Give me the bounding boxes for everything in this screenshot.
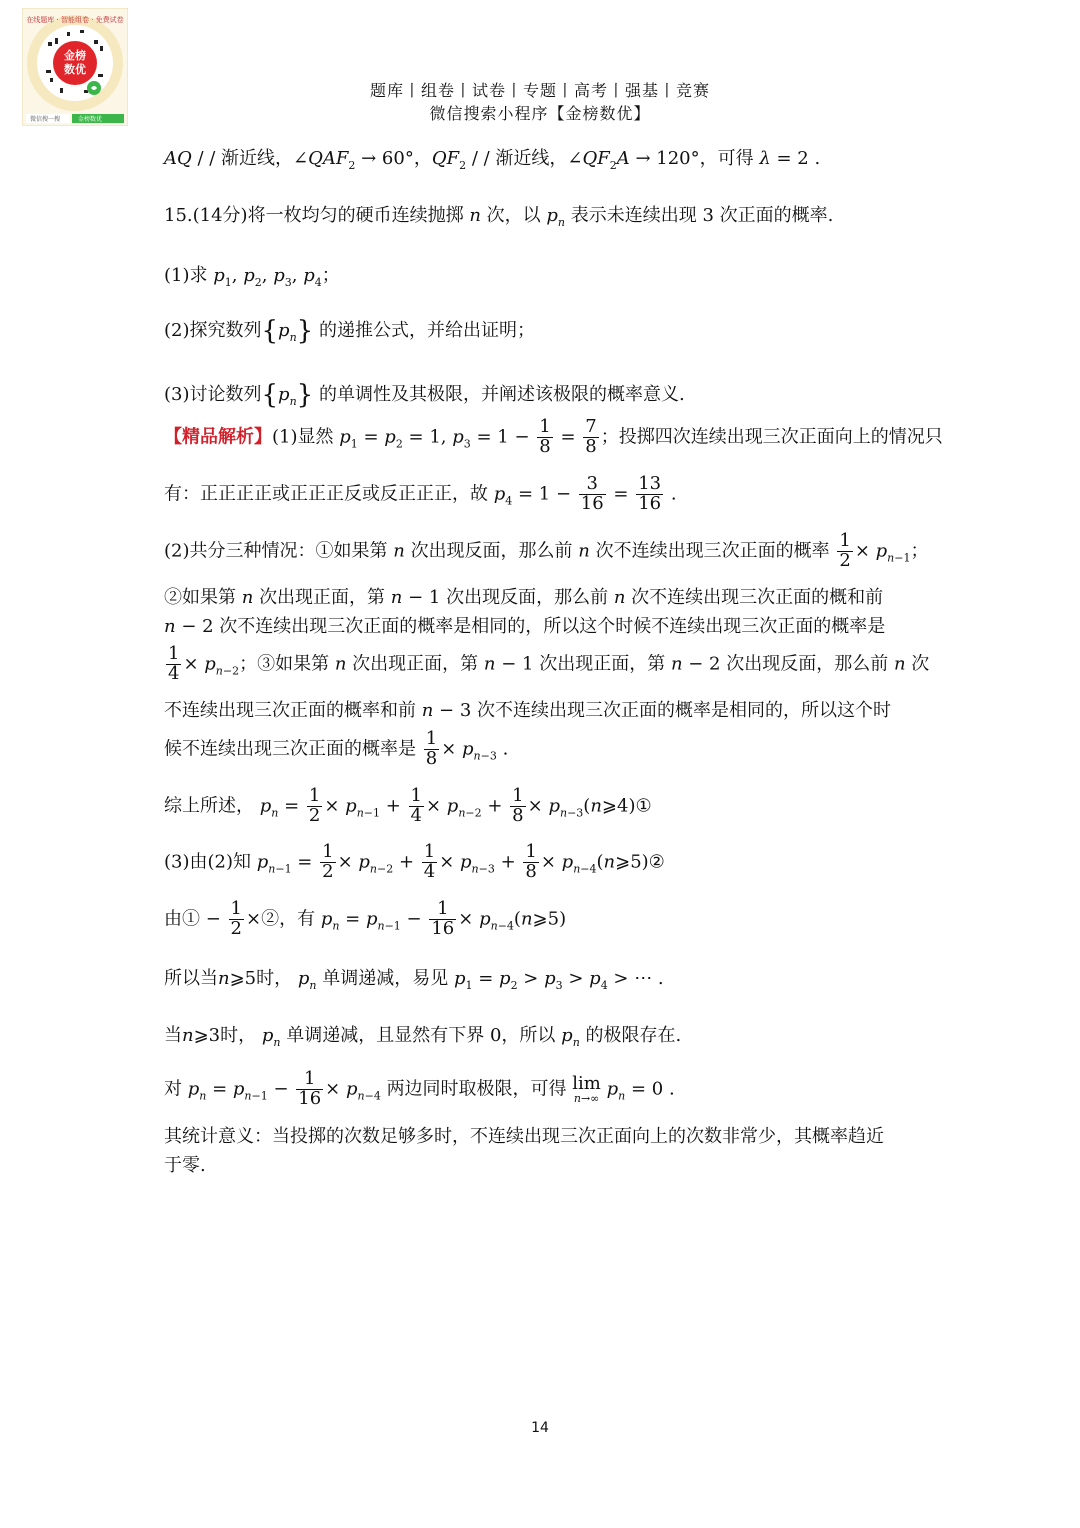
- solution-part-2-line3: n − 2 次不连续出现三次正面的概率是相同的，所以这个时候不连续出现三次正面的概率是: [164, 616, 886, 637]
- limit-operator: lim n→∞: [572, 1072, 601, 1105]
- solution-part-2-line5: 不连续出现三次正面的概率和前 n − 3 次不连续出现三次正面的概率是相同的，所以这个时: [164, 700, 892, 721]
- svg-text:金榜: 金榜: [64, 49, 86, 62]
- prev-solution-line: AQ / / 渐近线，$\angle QAF_2 \to 60^\circ$，$QF_2$ / / 渐近线，$\angle QF_2A \to 120^\circ$，可得 λ = 2 .: [164, 148, 821, 172]
- solution-part-3-line4: 当n⩾3时， $p_n$ 单调递减，且显然有下界 0，所以 $p_n$ 的极限存在.: [164, 1025, 682, 1049]
- svg-text:金榜数优: 金榜数优: [78, 116, 103, 123]
- svg-text:在线题库 · 智能组卷 · 免费试卷: 在线题库 · 智能组卷 · 免费试卷: [26, 16, 124, 24]
- page-number: 14: [531, 1420, 549, 1436]
- solution-part-3-line2: 由① − $\frac{1}{2}$ ×②，有 $p_n = p_{n-1}$ − $\frac{1}{16}$ × $p_{n-4}(n⩾5)$: [164, 898, 567, 939]
- solution-part-2-line1: (2)共分三种情况：①如果第 n 次出现反面，那么前 n 次不连续出现三次正面的概率 $\frac{1}{2}$ × $p_{n-1}$；: [164, 530, 929, 571]
- question-1: (1)求 $p_1$, $p_2$, $p_3$, $p_4$；: [164, 265, 340, 289]
- svg-text:数优: 数优: [64, 63, 86, 76]
- recurrence-summary: 综上所述， $p_n$ = $\frac{1}{2}$ × $p_{n-1}$ + $\frac{1}{4}$ × $p_{n-2}$ + $\frac{1}{8}$ × $p_{n-3}(n⩾4)①$: [164, 785, 652, 826]
- question-3: (3)讨论数列$\{p_n\}$ 的单调性及其极限，并阐述该极限的概率意义.: [164, 380, 685, 410]
- solution-part-1b: 有：正正正正或正正正反或反正正正，故 $p_4 = 1$ − $\frac{3}{16}$ = $\frac{13}{16}$ .: [164, 473, 677, 514]
- problem-stem: 15.(14分)将一枚均匀的硬币连续抛掷 n 次，以 $p_n$ 表示未连续出现 3 次正面的概率.: [164, 205, 834, 229]
- header-subtitle: 微信搜索小程序【金榜数优】: [429, 104, 651, 123]
- solution-part-2-line6: 候不连续出现三次正面的概率是 $\frac{1}{8}$ × $p_{n-3}$ .: [164, 728, 509, 769]
- solution-part-2-line4: $\frac{1}{4}$ × $p_{n-2}$；③如果第 n 次出现正面，第 n − 1 次出现正面，第 n − 2 次出现反面，那么前 n 次: [168, 643, 930, 684]
- solution-part-3-line1: (3)由(2)知 $p_{n-1}$ = $\frac{1}{2}$ × $p_{n-2}$ + $\frac{1}{4}$ × $p_{n-3}$ + $\frac{1}{8}$ × $p_{n-4}(n⩾5)②$: [164, 841, 665, 882]
- problem-number: 15.(14分): [164, 205, 248, 226]
- solution-tag: 【精品解析】: [164, 426, 272, 448]
- solution-conclusion-line1: 其统计意义：当投掷的次数足够多时，不连续出现三次正面向上的次数非常少，其概率趋近: [164, 1126, 884, 1147]
- solution-part-2-line2: ②如果第 n 次出现正面，第 n − 1 次出现反面，那么前 n 次不连续出现三次正面的概和前: [164, 587, 884, 608]
- solution-part-3-line5: 对 $p_n = p_{n-1}$ − $\frac{1}{16}$ × $p_{n-4}$ 两边同时取极限，可得 lim n→∞ $p_n = 0$ .: [164, 1068, 675, 1109]
- svg-text:微信搜一搜: 微信搜一搜: [30, 116, 61, 123]
- solution-conclusion-line2: 于零.: [164, 1155, 206, 1176]
- solution-part-1a: 【精品解析】(1)显然 $p_1 = p_2 = 1$, $p_3 = 1$ − $\frac{1}{8}$ = $\frac{7}{8}$ ；投掷四次连续出现三次正面向上的情况只: [164, 416, 943, 457]
- solution-part-3-line3: 所以当n⩾5时， $p_n$ 单调递减，易见 $p_1 = p_2 > p_3 > p_4$ > ⋯ .: [164, 968, 664, 992]
- header-nav: 题库丨组卷丨试卷丨专题丨高考丨强基丨竞赛: [369, 81, 710, 100]
- question-2: (2)探究数列$\{p_n\}$ 的递推公式，并给出证明；: [164, 316, 535, 346]
